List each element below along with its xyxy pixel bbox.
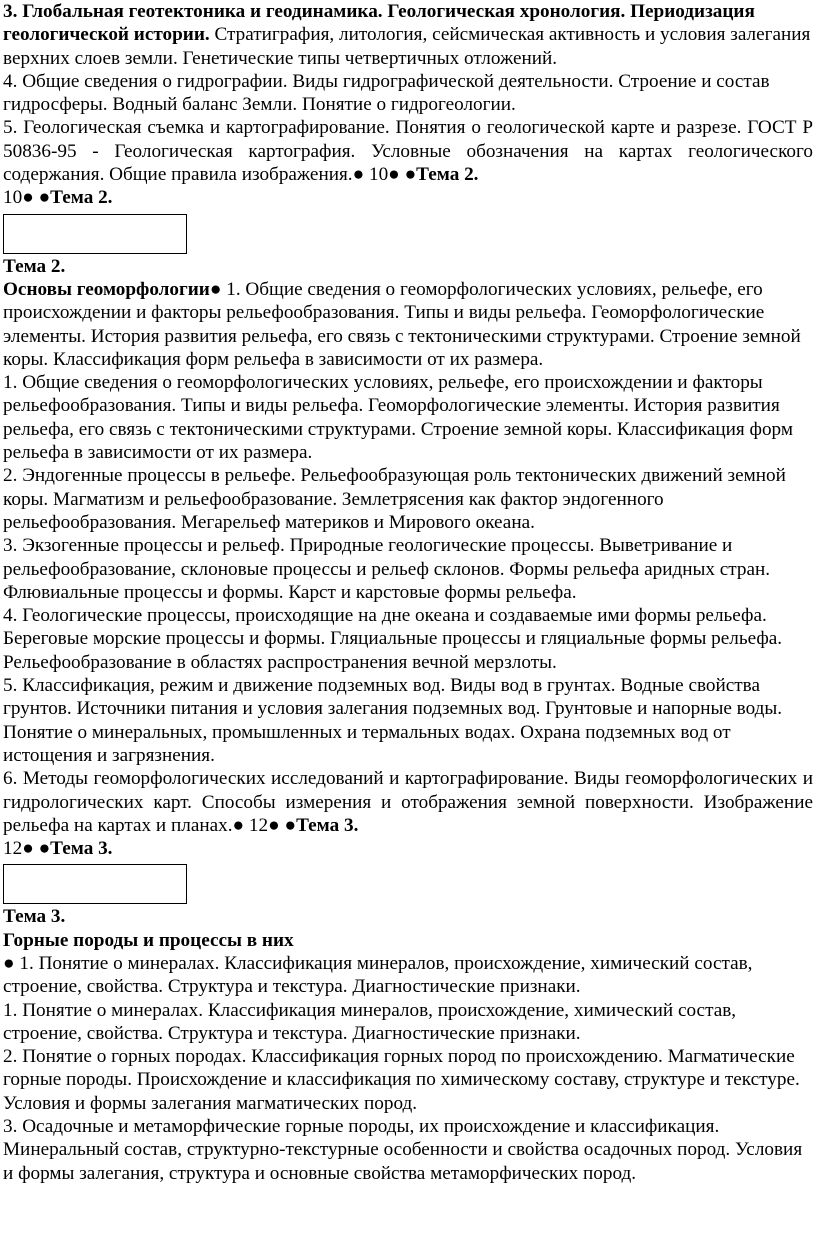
topic-2-title: Основы геоморфологии: [3, 278, 210, 300]
topic-2-item-6-text: 6. Методы геоморфологических исследований и картографирование. Виды геоморфологических и гидрологических карт. Способы измерения и отображения земной поверхности. Изображение рельефа на картах и планах.: [3, 768, 813, 836]
topic-2-item-6-topic-link: Тема 3.: [296, 814, 359, 836]
topic-3-heading: Тема 3.: [3, 906, 66, 928]
topic-2-marker-line: [3, 186, 813, 209]
topic-2-item-3: 3. Экзогенные процессы и рельеф. Природные геологические процессы. Выветривание и рельефообразование, склоновые процессы и рельеф склонов. Формы рельефа аридных стран. Флювиальные процессы и формы. Карст и карстовые формы рельефа.: [3, 535, 771, 603]
topic-3-intro: ● 1. Понятие о минералах. Классификация минералов, происхождение, химический состав, строение, свойства. Структура и текстура. Диагностические признаки.: [3, 952, 753, 998]
topic-3-marker-line: [3, 837, 813, 860]
topic-2-heading: Тема 2.: [3, 255, 66, 277]
topic-2-marker-label: Тема 2.: [50, 187, 113, 209]
paragraph-3-text: Стратиграфия, литология, сейсмическая активность и условия залегания верхних слоев земли. Генетические типы четвертичных отложений.: [3, 24, 811, 69]
topic-3-item-3: 3. Осадочные и метаморфические горные породы, их происхождение и классификация. Минеральный состав, структурно-текстурные особенности и свойства осадочных пород. Условия и формы залегания, структура и основные свойства метаморфических пород.: [3, 1116, 803, 1184]
topic-3-marker-prefix: 12● ●: [3, 838, 51, 860]
empty-box-topic-3: [3, 864, 187, 904]
paragraph-4: 4. Общие сведения о гидрографии. Виды гидрографической деятельности. Строение и состав гидросферы. Водный баланс Земли. Понятие о гидрогеологии.: [3, 70, 770, 116]
empty-box-topic-2: [3, 214, 187, 254]
paragraph-3-bold: 3. Глобальная геотектоника и геодинамика. Геологическая хронология. Периодизация геологической истории.: [3, 1, 755, 46]
paragraph-5-bullets: ● 10● ●: [352, 164, 417, 186]
paragraph-5-topic-link: Тема 2.: [416, 164, 479, 186]
topic-2-item-1: 1. Общие сведения о геоморфологических условиях, рельефе, его происхождении и факторы рельефообразования. Типы и виды рельефа. Геоморфологические элементы. История развития рельефа, его связь с тектоническими структурами. Строение земной коры. Классификация форм рельефа в зависимости от их размера.: [3, 372, 793, 464]
topic-2-marker-prefix: 10● ●: [3, 187, 51, 209]
paragraph-5-text: 5. Геологическая съемка и картографирование. Понятия о геологической карте и разрезе. ГОСТ Р 50836-95 - Геологическая картография. Условные обозначения на картах геологического содержания. Общие правила изображения.: [3, 117, 813, 186]
topic-2-item-5: 5. Классификация, режим и движение подземных вод. Виды вод в грунтах. Водные свойства грунтов. Источники питания и условия залегания подземных вод. Грунтовые и напорные воды. Понятие о минеральных, промышленных и термальных водах. Охрана подземных вод от истощения и загрязнения.: [3, 675, 783, 766]
topic-2-intro-text: 1. Общие сведения о геоморфологических условиях, рельефе, его происхождении и факторы рельефообразования. Типы и виды рельефа. Геоморфологические элементы. История развития рельефа, его связь с тектоническими структурами. Строение земной коры. Классификация форм рельефа в зависимости от их размера.: [3, 278, 801, 370]
topic-2-item-2: 2. Эндогенные процессы в рельефе. Рельефообразующая роль тектонических движений земной коры. Магматизм и рельефообразование. Землетрясения как фактор эндогенного рельефообразования. Мегарельеф материков и Мирового океана.: [3, 465, 786, 533]
topic-2-title-bullet: ●: [209, 278, 222, 300]
topic-2-item-6: [3, 767, 813, 837]
paragraph-3: [3, 0, 813, 70]
topic-2-intro: [3, 278, 813, 371]
topic-2-item-4: 4. Геологические процессы, происходящие на дне океана и создаваемые ими формы рельефа. Береговые морские процессы и формы. Гляциальные процессы и гляциальные формы рельефа. Рельефообразование в областях распространения вечной мерзлоты.: [3, 605, 783, 673]
topic-3-title: Горные породы и процессы в них: [3, 929, 294, 951]
topic-2-item-6-bullets: ● 12● ●: [232, 814, 297, 836]
topic-3-item-2: 2. Понятие о горных породах. Классификация горных пород по происхождению. Магматические горные породы. Происхождение и классификация по химическому составу, структуре и текстуре. Условия и формы залегания магматических пород.: [3, 1046, 800, 1114]
paragraph-5: [3, 116, 813, 186]
topic-3-item-1: 1. Понятие о минералах. Классификация минералов, происхождение, химический состав, строение, свойства. Структура и текстура. Диагностические признаки.: [3, 999, 737, 1044]
topic-3-marker-label: Тема 3.: [50, 838, 113, 860]
